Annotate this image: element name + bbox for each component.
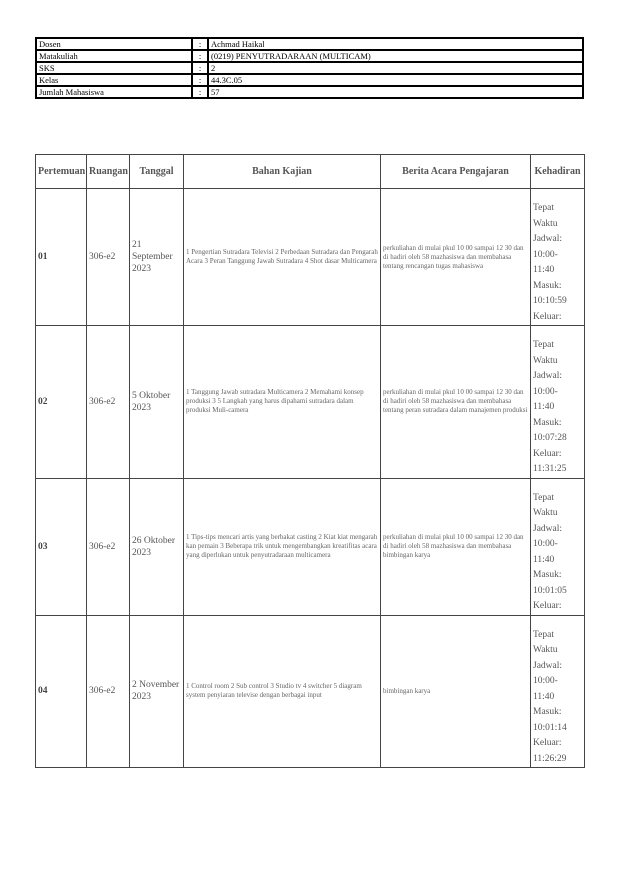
bahan-kajian-cell: 1 Tips-tips mencari artis yang berbakat casting 2 Kiat kiat mengarah kan pemain 3 Beberapa trik untuk mengembangkan kreatifitas acara yang diperlukan untuk penyutradaraan multicamera — [184, 478, 381, 615]
berita-acara-cell: perkuliahan di mulai pkul 10 00 sampai 12 30 dan di hadiri oleh 58 mazhasiswa dan membahasa bimbingan karya — [381, 478, 531, 615]
kehadiran-line: 11:26:29 — [533, 753, 567, 764]
kehadiran-line: Tepat — [533, 203, 554, 213]
info-value: 57 — [208, 86, 583, 98]
attendance-table — [35, 154, 585, 768]
header-berita-acara: Berita Acara Pengajaran — [381, 155, 531, 189]
info-row — [36, 38, 583, 50]
kehadiran-line: 10:00- — [533, 249, 558, 260]
kehadiran-line: 10:07:28 — [533, 433, 567, 443]
kehadiran-cell — [531, 326, 585, 479]
info-label: Kelas — [36, 74, 192, 86]
header-bahan-kajian: Bahan Kajian — [184, 155, 381, 189]
tanggal-cell: 26 Oktober 2023 — [130, 478, 184, 615]
kehadiran-cell — [531, 478, 585, 615]
info-value: 2 — [208, 62, 583, 74]
kehadiran-line: 10:00- — [533, 676, 558, 686]
kehadiran-line: 11:40 — [533, 265, 555, 275]
kehadiran-line: Masuk: — [533, 707, 562, 717]
info-separator: : — [192, 74, 208, 86]
kehadiran-line: 10:01:14 — [533, 722, 567, 733]
kehadiran-line: Waktu — [533, 218, 558, 229]
bahan-kajian-cell: 1 Pengertian Sutradara Televisi 2 Perbedaan Sutradara dan Pengarah Acara 3 Peran Tanggung Jawab Sutradara 4 Shot dasar Multicamera — [184, 189, 381, 326]
tanggal-cell: 21 September 2023 — [130, 189, 184, 326]
table-row — [36, 326, 585, 479]
info-value: Achmad Haikal — [208, 38, 583, 50]
bahan-kajian-cell: 1 Control room 2 Sub control 3 Studio tv 4 switcher 5 diagram system penyiaran televise dengan berbagai input — [184, 615, 381, 768]
info-separator: : — [192, 50, 208, 62]
kehadiran-line: 11:40 — [533, 554, 555, 565]
pertemuan-cell: 04 — [36, 615, 87, 768]
kehadiran-line: Keluar: — [533, 601, 562, 611]
pertemuan-cell: 02 — [36, 326, 87, 479]
berita-acara-cell: perkuliahan di mulai pkul 10 00 sampai 12 30 dan di hadiri oleh 58 mazhasiswa dan membahasa tentang peran sutradara dalam manajemen produksi — [381, 326, 531, 479]
info-label: Jumlah Mahasiswa — [36, 86, 192, 98]
header-tanggal: Tanggal — [130, 155, 184, 189]
info-row — [36, 74, 583, 86]
kehadiran-line: Jadwal: — [533, 523, 563, 534]
kehadiran-line: Tepat — [533, 629, 554, 640]
info-value: 44.3C.05 — [208, 74, 583, 86]
kehadiran-line: Waktu — [533, 355, 558, 366]
kehadiran-line: 10:10:59 — [533, 296, 567, 306]
table-row — [36, 189, 585, 326]
kehadiran-line: Keluar: — [533, 738, 562, 748]
kehadiran-line: Keluar: — [533, 448, 562, 459]
attendance-table-container — [35, 154, 584, 764]
kehadiran-line: Jadwal: — [533, 234, 563, 244]
kehadiran-line: 10:00- — [533, 386, 558, 397]
table-header-row — [36, 155, 585, 189]
kehadiran-line: 10:00- — [533, 539, 558, 549]
kehadiran-line: Tepat — [533, 340, 554, 350]
info-row — [36, 50, 583, 62]
info-value: (0219) PENYUTRADARAAN (MULTICAM) — [208, 50, 583, 62]
kehadiran-line: Jadwal: — [533, 660, 563, 671]
info-label: SKS — [36, 62, 192, 74]
kehadiran-line: 11:40 — [533, 402, 555, 412]
header-kehadiran: Kehadiran — [531, 155, 585, 189]
table-row — [36, 615, 585, 768]
berita-acara-cell: bimbingan karya — [381, 615, 531, 768]
kehadiran-line: 10:01:05 — [533, 585, 567, 596]
ruangan-cell: 306-e2 — [87, 326, 130, 479]
kehadiran-line: Keluar: — [533, 311, 562, 322]
kehadiran-line: 11:31:25 — [533, 464, 567, 474]
kehadiran-cell — [531, 189, 585, 326]
bahan-kajian-cell: 1 Tanggung Jawab sutradara Multicamera 2 Memahami konsep produksi 3 5 Langkah yang harus dipahami sutradara dalam produksi Muli-camera — [184, 326, 381, 479]
berita-acara-cell: perkuliahan di mulai pkul 10 00 sampai 12 30 dan di hadiri oleh 58 mazhasiswa dan membahasa tentang rencangan tugas mahasiswa — [381, 189, 531, 326]
kehadiran-line: Masuk: — [533, 280, 562, 291]
header-pertemuan: Pertemuan — [36, 155, 87, 189]
info-row — [36, 86, 583, 98]
tanggal-cell: 2 November 2023 — [130, 615, 184, 768]
kehadiran-line: Masuk: — [533, 417, 562, 428]
kehadiran-line: Tepat — [533, 492, 554, 503]
info-separator: : — [192, 62, 208, 74]
pertemuan-cell: 03 — [36, 478, 87, 615]
ruangan-cell: 306-e2 — [87, 478, 130, 615]
kehadiran-line: Waktu — [533, 645, 558, 655]
ruangan-cell: 306-e2 — [87, 189, 130, 326]
info-label: Dosen — [36, 38, 192, 50]
info-label: Matakuliah — [36, 50, 192, 62]
table-row — [36, 478, 585, 615]
info-row — [36, 62, 583, 74]
course-info-table — [35, 37, 584, 99]
kehadiran-cell — [531, 615, 585, 768]
header-ruangan: Ruangan — [87, 155, 130, 189]
tanggal-cell: 5 Oktober 2023 — [130, 326, 184, 479]
kehadiran-line: Masuk: — [533, 570, 562, 580]
kehadiran-line: 11:40 — [533, 691, 555, 702]
pertemuan-cell: 01 — [36, 189, 87, 326]
info-separator: : — [192, 38, 208, 50]
kehadiran-line: Waktu — [533, 508, 558, 518]
kehadiran-line: Jadwal: — [533, 371, 563, 381]
info-separator: : — [192, 86, 208, 98]
ruangan-cell: 306-e2 — [87, 615, 130, 768]
